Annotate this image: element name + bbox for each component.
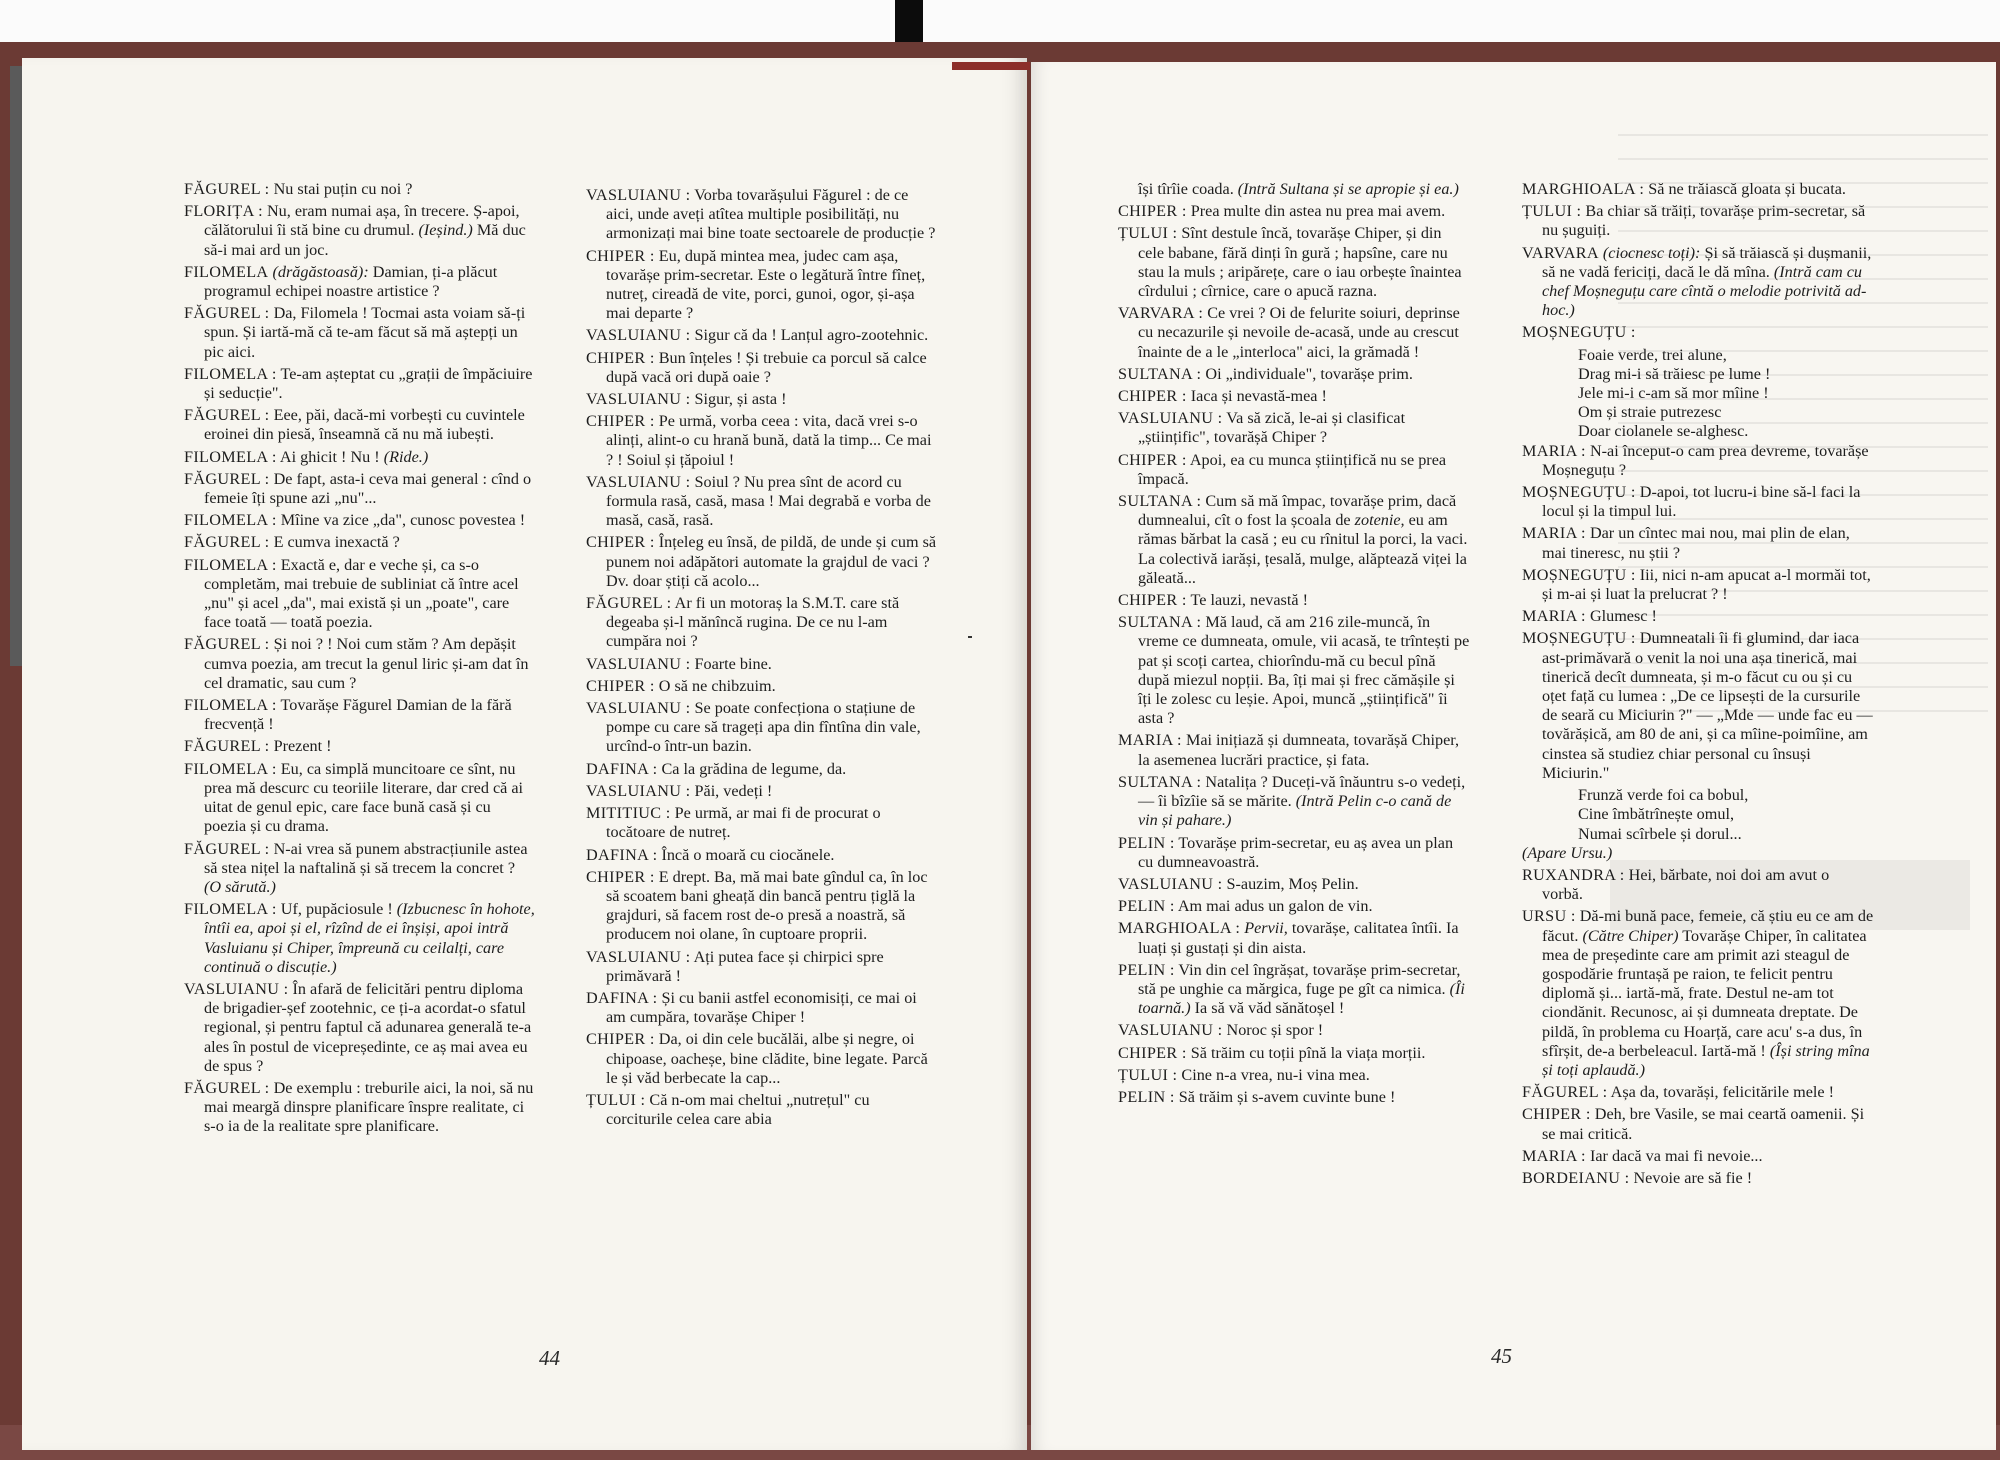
dialogue-line [586,989,938,1027]
continued-line [1118,180,1470,199]
dialogue-text: Mă laud, că am 216 zile-muncă, în vreme ce dumneata, omule, vii acasă, te trîntești pe pat și scoți cartea, chiorîndu-mă cu becul pînă după miezul nopții. Ba, îți mai și frec cămășile și îți le zolesc cu leșie. Apoi, muncă „științifică" îi asta ? [1138,613,1470,728]
dialogue-line [1118,834,1470,872]
speaker-name: VASLUIANU : [184,979,289,998]
dialogue-text: Așa da, tovarăși, felicitările mele ! [1607,1083,1835,1102]
speaker-name: MARIA : [1522,524,1586,543]
dialogue-text: Înțeleg eu însă, de pildă, de unde și cum să punem noi adăpători automate la grajdul de vaci ? Dv. doar știți că acolo... [606,533,937,590]
stage-direction: (Îi toarnă.) [1138,979,1465,1018]
verse-line: Frunză verde foi ca bobul, [1578,786,1749,805]
stage-direction: (Izbucnesc în hohote, întîi ea, apoi și el, rîzînd de ei înșiși, apoi intră Vasluianu și Chiper, împreună cu ceilalți, care continuă o discuție.) [204,900,535,976]
dialogue-text: Mă duc să-i mai ard un joc. [204,221,526,259]
verse-line: Cine îmbătrînește omul, [1578,805,1735,824]
dialogue-line [1522,442,1874,480]
speaker-name: CHIPER : [1118,450,1187,469]
dialogue-text: își tîrîie coada. [1138,180,1238,198]
speaker-name: VASLUIANU : [586,186,691,204]
dialogue-line [1118,492,1470,588]
speaker-name: DAFINA : [586,845,658,864]
dialogue-line [1522,566,1874,604]
dialogue-text: Și să trăiască și dușmanii, să ne vadă fericiți, dacă le dă mîna. [1542,243,1872,281]
dialogue-text: N-ai început-o cam prea devreme, tovarășe Moșneguțu ? [1542,441,1869,479]
text-column-1 [184,180,536,1140]
dialogue-line [586,677,938,696]
dialogue-line [586,1091,938,1129]
speaker-name: MOȘNEGUȚU : [1522,565,1636,584]
dialogue-text: Iaca și nevastă-mea ! [1186,387,1327,406]
dialogue-text: D-apoi, tot lucru-i bine să-l faci la locul și la timpul lui. [1542,483,1861,521]
speaker-name: FĂGUREL : [586,594,672,613]
dialogue-line [586,594,938,652]
speaker-name: VASLUIANU : [586,947,691,966]
dialogue-line [184,760,536,837]
speaker-name: MARIA : [1522,607,1586,626]
speaker-name: ȚULUI : [1118,1065,1178,1084]
dialogue-text: Ca la grădina de legume, da. [657,759,847,778]
dialogue-text: Iar dacă va mai fi nevoie... [1585,1146,1763,1165]
dialogue-line [1522,1169,1874,1188]
speaker-name: VASLUIANU : [586,699,691,718]
speaker-name: CHIPER : [1118,1043,1187,1062]
dialogue-text: Pe urmă, ar mai fi de procurat o tocătoare de nutreț. [606,804,881,842]
dialogue-text: Încă o moară cu ciocănele. [657,845,835,864]
dialogue-line [1118,451,1470,489]
stage-direction: (Ride.) [383,447,429,466]
dialogue-text: Cine n-a vrea, nu-i vina mea. [1177,1065,1370,1084]
dialogue-text: Se poate confecționa o stațiune de pompe cu care să trageți apa din fîntîna din vale, urcînd-o într-un bazin. [606,699,921,756]
dialogue-text: Mîine va zice „da", cunosc povestea ! [276,511,526,530]
speaker-name: VASLUIANU : [586,654,691,673]
dialogue-line [1118,1088,1470,1107]
dialogue-text: Deh, bre Vasile, se mai ceartă oamenii. Și se mai critică. [1542,1105,1865,1143]
dialogue-text: Nu stai puțin cu noi ? [269,180,413,198]
dialogue-line [184,900,536,977]
dialogue-line [1118,202,1470,221]
dialogue-text: Ba chiar să trăiți, tovarășe prim-secretar, să nu șuguiți. [1542,202,1866,240]
speaker-name: FĂGUREL : [184,180,270,198]
dialogue-text: Iii, nici n-am apucat a-l mormăi tot, și m-ai și luat la prelucrat ? ! [1542,565,1871,604]
dialogue-text: Dă-mi bună pace, femeie, că știu eu ce am de făcut. [1542,907,1874,945]
dialogue-text: Te-am așteptat cu „grații de împăciuire și seducție". [204,364,533,403]
dialogue-text: Exactă e, dar e veche și, ca s-o completăm, mai trebuie de subliniat că între acel „nu" și acel „da", mai există și un „poate", care face toată — toată poezia. [204,555,519,632]
dialogue-line [586,760,938,779]
speaker-name: FĂGUREL : [1522,1083,1608,1102]
speaker-name: FILOMELA [184,262,269,281]
dialogue-text: tovarășe, calitatea întîi. Ia luați și gustați și din aista. [1138,919,1459,957]
dialogue-line [1118,897,1470,916]
dialogue-line [1118,919,1470,957]
dialogue-text: Că n-om mai cheltui „nutrețul" cu corciturile celea care abia [606,1090,870,1129]
dialogue-line [1522,1147,1874,1166]
speaker-name: VASLUIANU : [586,326,691,345]
speaker-name: VASLUIANU : [586,472,691,491]
speaker-name: BORDEIANU : [1522,1168,1630,1187]
dialogue-line [184,202,536,260]
speaker-name: CHIPER : [586,246,655,265]
stage-direction-line [1522,844,1874,863]
dialogue-text: Soiul ? Nu prea sînt de acord cu formula rasă, casă, masa ! Mai degrabă e vorba de masă, casă, rasă. [606,472,931,530]
dialogue-text: Bun înțeles ! Și trebuie ca porcul să calce după vacă ori după oaie ? [606,348,927,386]
dialogue-text: Eu, ca simplă muncitoare ce sînt, nu prea mă descurc cu teoriile literare, dar cred că ai uitat de genul epic, care face bună casă și cu poezia și cu drama. [204,759,524,836]
dialogue-line [586,533,938,591]
dialogue-line [184,533,536,552]
dialogue-line [184,737,536,756]
dialogue-text: Vin din cel îngrășat, tovarășe prim-secretar, stă pe unghie ca mărgica, fuge pe gît ca nimica. [1138,960,1461,998]
dialogue-line [1522,180,1874,199]
dialogue-text: Eee, păi, dacă-mi vorbești cu cuvintele eroinei din piesă, înseamnă că nu mă iubești. [204,406,525,444]
verse-line: Jele mi-i c-am să mor mîine ! [1578,384,1769,403]
stage-direction: Pervii, [1240,919,1288,938]
dialogue-text: De fapt, asta-i ceva mai general : cînd o femeie îți spune azi „nu"... [204,469,532,508]
dialogue-line [586,390,938,409]
speaker-name: FĂGUREL : [184,304,270,323]
dialogue-line [1118,1066,1470,1085]
dialogue-text: Foarte bine. [690,654,772,673]
dialogue-text: Cum să mă împac, tovarășe prim, dacă dumnealui, cît o fost la școala de [1138,492,1457,530]
dialogue-line [586,868,938,945]
dialogue-line [184,511,536,530]
dialogue-text: Păi, vedeți ! [690,781,773,800]
dialogue-text: Hei, bărbate, noi doi am avut o vorbă. [1542,865,1830,904]
dialogue-line [184,365,536,403]
dialogue-line [1522,607,1874,626]
speaker-name: VARVARA : [1118,304,1204,323]
dialogue-text: N-ai vrea să punem abstracțiunile astea să stea nițel la naftalină și să trecem la concret ? [204,839,528,877]
dialogue-line [184,448,536,467]
dialogue-text: Va să zică, le-ai și clasificat „științific", tovarășă Chiper ? [1138,409,1406,447]
dialogue-text: Și noi ? ! Noi cum stăm ? Am depășit cumva poezia, am trecut la genul liric și-am dat în cel dramatic, sau cum ? [204,635,529,692]
speaker-name: MARIA : [1522,1146,1586,1165]
dialogue-line [586,186,938,244]
dialogue-line [1522,323,1874,342]
stage-direction: (Intră Pelin c-o cană de vin și pahare.) [1138,792,1452,830]
dialogue-line [1118,731,1470,769]
speaker-name: FĂGUREL : [184,469,270,488]
dialogue-text: eu am rămas bărbat la casă ; eu cu rînitul la porci, la vaci. La colectivă iarăși, țesală, mulge, alăptează viței la găleată... [1138,511,1468,587]
speaker-name: ȚULUI : [586,1090,646,1109]
speaker-name: CHIPER : [1118,387,1187,406]
speaker-name: MARGHIOALA : [1522,180,1645,198]
dialogue-text: Damian, ți-a plăcut programul echipei noastre artistice ? [204,262,498,301]
stage-direction: zotenie, [1354,511,1405,530]
dialogue-text: Apoi, ea cu munca științifică nu se prea împacă. [1138,450,1447,488]
dialogue-text: Tovarășe Făgurel Damian de la fără frecvență ! [204,696,512,734]
dialogue-text: În afară de felicitări pentru diploma de brigadier-șef zootehnic, ce ți-a acordat-o sfatul regional, și pentru faptul că adunarea generală te-a ales în postul de vicepreședinte, ce aș mai avea eu de spus ? [204,979,532,1075]
speaker-name: URSU : [1522,907,1576,926]
dialogue-line [184,980,536,1076]
dialogue-line [184,470,536,508]
speaker-name: DAFINA : [586,988,658,1007]
speaker-name: CHIPER : [586,412,655,431]
dialogue-text: Ce vrei ? Oi de felurite soiuri, deprinse cu necazurile și nevoile de-acasă, unde au crescut înainte de a le „interloca" aici, la grămadă ! [1138,304,1460,361]
page-number-left: 44 [539,1346,560,1370]
stage-direction: (O sărută.) [204,877,276,896]
dialogue-line [184,696,536,734]
speaker-name: PELIN : [1118,1087,1175,1106]
dialogue-line [1118,365,1470,384]
stray-mark [968,636,972,638]
speaker-name: DAFINA : [586,759,658,778]
dialogue-text: Ia să vă văd sănătoșel ! [1190,999,1345,1018]
speaker-name: ȚULUI : [1118,224,1178,243]
top-dark-mark [895,0,923,44]
dialogue-line [586,804,938,842]
dialogue-line [1118,409,1470,447]
speaker-name: PELIN : [1118,833,1175,852]
text-column-3 [1118,180,1470,1110]
verse-line: Numai scîrbele și dorul... [1578,824,1742,843]
dialogue-text: Tovarășe prim-secretar, eu aș avea un plan cu dumneavoastră. [1138,833,1454,871]
dialogue-line [1118,224,1470,301]
dialogue-text: S-auzim, Moș Pelin. [1222,874,1359,893]
dialogue-text: Natalița ? Duceți-vă înăuntru s-o vedeți, — îi bîzîie să se mărite. [1138,772,1466,811]
speaker-name: CHIPER : [1118,591,1187,610]
dialogue-text: Să ne trăiască gloata și bucata. [1644,180,1846,198]
speaker-name: CHIPER : [1118,202,1187,221]
speaker-name: CHIPER : [1522,1105,1591,1124]
speaker-name: VASLUIANU : [1118,409,1223,428]
speaker-name: MARIA : [1522,441,1586,460]
speaker-name: VASLUIANU : [1118,874,1223,893]
dialogue-line [586,349,938,387]
speaker-name: VASLUIANU : [1118,1021,1223,1040]
dialogue-line [1522,629,1874,783]
speaker-name: RUXANDRA : [1522,865,1625,884]
stage-direction: (Intră cam cu chef Moșneguțu care cîntă o melodie potrivită ad-hoc.) [1542,262,1867,320]
dialogue-line [184,556,536,633]
dialogue-line [586,948,938,986]
speaker-name: FILOMELA : [184,364,277,383]
speaker-name: MARIA : [1118,731,1182,750]
speaker-name: VASLUIANU : [586,390,691,409]
dialogue-text: Te lauzi, nevastă ! [1186,591,1308,610]
dialogue-text: Sigur, și asta ! [690,390,787,409]
dialogue-line [184,406,536,444]
dialogue-text: Pe urmă, vorba ceea : vita, dacă vrei s-o alinți, alint-o cu hrană bună, dată la timp... Ce mai ? ! Soiul și țăpoiul ! [606,412,932,469]
dialogue-line [586,473,938,531]
dialogue-text: Glumesc ! [1585,607,1657,626]
dialogue-line [184,635,536,693]
stage-direction: (Apare Ursu.) [1522,843,1613,862]
dialogue-line [1522,1105,1874,1143]
dialogue-text: Da, oi din cele bucălăi, albe și negre, oi chipoase, oacheșe, bine clădite, bine legate. Parcă le și văd berbecate la cap... [606,1030,928,1087]
dialogue-line [184,840,536,898]
dialogue-line [586,699,938,757]
dialogue-text: Sînt destule încă, tovarășe Chiper, și din cele babane, fără dinți în gură ; hapsîne, care nu stau la muls ; aripărețe, care o iau orbește înaintea cîrdului ; cîrnice, care o apucă razna. [1138,224,1462,301]
speaker-name: FĂGUREL : [184,839,270,858]
dialogue-text: Prezent ! [269,737,332,756]
dialogue-text: De exemplu : treburile aici, la noi, să nu mai meargă dinspre planificare înspre realitate, ci s-o ia de la realitate spre planificare. [204,1078,534,1136]
dialogue-text: Să trăim și s-avem cuvinte bune ! [1174,1087,1396,1106]
dialogue-text: Dumneatali îi fi glumind, dar iaca ast-primăvară o venit la noi una așa tinerică, mai tinerică decît dumneata, și m-o făcut cu ou și cu oțet față cu lumea : „De ce lipsești de la cursurile de seară cu Miciurin ?" — „Mde — unde fac eu — tovărășică, am 80 de ani, și ca mîine-poimîine, am cinstea să studiez chiar personal cu însuși Miciurin." [1542,629,1873,782]
dialogue-text: E cumva inexactă ? [269,533,400,552]
verse-line: Doar ciolanele se-alghesc. [1578,422,1749,441]
dialogue-line [1522,483,1874,521]
speaker-name: FILOMELA : [184,511,277,530]
stage-direction: (ciocnesc toți): [1598,243,1701,262]
speaker-name: FILOMELA : [184,696,277,715]
dialogue-text: Dar un cîntec mai nou, mai plin de elan, mai tineresc, nu știi ? [1542,524,1850,562]
dialogue-line [1118,773,1470,831]
verse-line: Drag mi-i să trăiesc pe lume ! [1578,364,1771,383]
dialogue-text: Și cu banii astfel economisiți, ce mai oi am cumpăra, tovarășe Chiper ! [606,988,917,1027]
speaker-name: SULTANA : [1118,613,1202,632]
speaker-name: ȚULUI : [1522,202,1582,221]
stage-direction: (Ieșind.) [418,221,473,240]
dialogue-line [1118,1021,1470,1040]
speaker-name: FĂGUREL : [184,406,270,425]
speaker-name: FĂGUREL : [184,635,270,654]
speaker-name: MARGHIOALA : [1118,919,1241,938]
speaker-name: PELIN : [1118,897,1175,916]
dialogue-text: Să trăim cu toții pînă la viața morții. [1186,1043,1426,1062]
dialogue-line [184,263,536,301]
dialogue-line [586,846,938,865]
speaker-name: CHIPER : [586,867,655,886]
dialogue-line [1118,1044,1470,1063]
dialogue-line [184,304,536,362]
dialogue-line [586,247,938,324]
dialogue-line [586,782,938,801]
dialogue-line [1522,866,1874,904]
dialogue-text: Uf, pupăciosule ! [276,900,397,919]
dialogue-line [1522,907,1874,1080]
dialogue-text: Nevoie are să fie ! [1629,1168,1753,1187]
dialogue-line [184,1079,536,1137]
speaker-name: CHIPER : [586,348,655,367]
dialogue-text: Oi „individuale", tovarășe prim. [1201,364,1413,383]
dialogue-text: Tovarășe Chiper, în calitatea mea de președinte care am primit azi steagul de gospodărie fruntașă pe raion, te felicit pentru diplomă și... iartă-mă, frate. Destul ne-am tot ciondănit. Recunosc, ai și dumneata dreptate. De pildă, în problema cu Hoarță, care acu' s-a dus, în sfîrșit, de-a berbeleacul. Iartă-mă ! [1542,926,1867,1060]
speaker-name: FLORIȚA : [184,202,263,221]
dialogue-text: O să ne chibzuim. [654,676,776,695]
speaker-name: MOȘNEGUȚU : [1522,483,1636,502]
dialogue-line [1118,613,1470,728]
dialogue-text: Am mai adus un galon de vin. [1174,897,1373,916]
dialogue-text: Sigur că da ! Lanțul agro-zootehnic. [690,326,929,345]
speaker-name: SULTANA : [1118,492,1202,511]
text-column-2 [586,186,938,1132]
dialogue-text: Prea multe din astea nu prea mai avem. [1186,202,1446,221]
dialogue-line [1118,591,1470,610]
speaker-name: CHIPER : [586,676,655,695]
speaker-name: CHIPER : [586,1030,655,1049]
stage-direction: (Intră Sultana și se apropie și ea.) [1237,180,1459,198]
dialogue-line [586,1030,938,1088]
dialogue-text: Eu, după mintea mea, judec cam așa, tovarășe prim-secretar. Este o legătură între fîneț, nutreț, cireadă de vite, porci, gunoi, ogor, și-așa mai departe ? [606,246,926,323]
speaker-name: FĂGUREL : [184,737,270,756]
top-background-strip [0,0,2000,42]
dialogue-text: Da, Filomela ! Tocmai asta voiam să-ți spun. Și iartă-mă că te-am făcut să mă aștepți un pic aici. [204,304,526,361]
dialogue-line [1522,1083,1874,1102]
dialogue-text: Ai ghicit ! Nu ! [276,447,384,466]
speaker-name: SULTANA : [1118,364,1202,383]
speaker-name: FILOMELA : [184,555,277,574]
verse-line: Foaie verde, trei alune, [1578,345,1727,364]
speaker-name: PELIN : [1118,960,1175,979]
dialogue-line [1522,202,1874,240]
dialogue-line [1522,244,1874,321]
dialogue-text: Noroc și spor ! [1222,1021,1324,1040]
dialogue-text: Ar fi un motoraș la S.M.T. care stă degeaba și-l mănîncă rugina. De ce nu l-am cumpăra noi ? [606,594,900,651]
stage-direction: (Își string mîna și toți aplaudă.) [1542,1041,1870,1079]
speaker-name: FILOMELA : [184,447,277,466]
speaker-name: VASLUIANU : [586,781,691,800]
speaker-name: FILOMELA : [184,900,277,919]
dialogue-line [184,180,536,199]
dialogue-line [1118,961,1470,1019]
dialogue-line [586,412,938,470]
speaker-name: FILOMELA : [184,759,277,778]
stage-direction: (drăgăstoasă): [268,262,369,281]
stage-direction: (Către Chiper) [1582,926,1679,945]
speaker-name: CHIPER : [586,533,655,552]
dialogue-text: Vorba tovarășului Făgurel : de ce aici, unde aveți atîtea multiple posibilități, nu armonizați mai bine toate sectoarele de producție ? [606,186,936,243]
dialogue-line [1118,387,1470,406]
speaker-name: FĂGUREL : [184,533,270,552]
verse-line: Om și straie putrezesc [1578,403,1722,422]
dialogue-line [1118,875,1470,894]
dialogue-line [586,655,938,674]
bookmark-ribbon [952,62,1030,70]
dialogue-line [1522,524,1874,562]
dialogue-text: Ați putea face și chirpici spre primăvară ! [606,947,884,985]
speaker-name: MOȘNEGUȚU : [1522,629,1636,648]
dialogue-line [1118,304,1470,362]
speaker-name: MITITIUC : [586,804,671,823]
page-number-right: 45 [1491,1344,1512,1368]
speaker-name: VARVARA [1522,243,1599,262]
dialogue-text: Nu, eram numai așa, în trecere. Ș-apoi, călătorului îi stă bine cu drumul. [204,202,520,240]
text-column-4 [1522,180,1874,1191]
speaker-name: MOȘNEGUȚU : [1522,323,1636,342]
dialogue-text: E drept. Ba, mă mai bate gîndul ca, în loc să scoatem bani gheață din bancă pentru țiglă la grajduri, să facem rost de-o presă a noastră, să producem noi olane, în cuptoare proprii. [606,867,928,944]
dialogue-text: Mai inițiază și dumneata, tovarășă Chiper, la asemenea lucrări practice, și fata. [1138,731,1460,769]
speaker-name: FĂGUREL : [184,1078,270,1097]
speaker-name: SULTANA : [1118,772,1202,791]
dialogue-line [586,326,938,345]
